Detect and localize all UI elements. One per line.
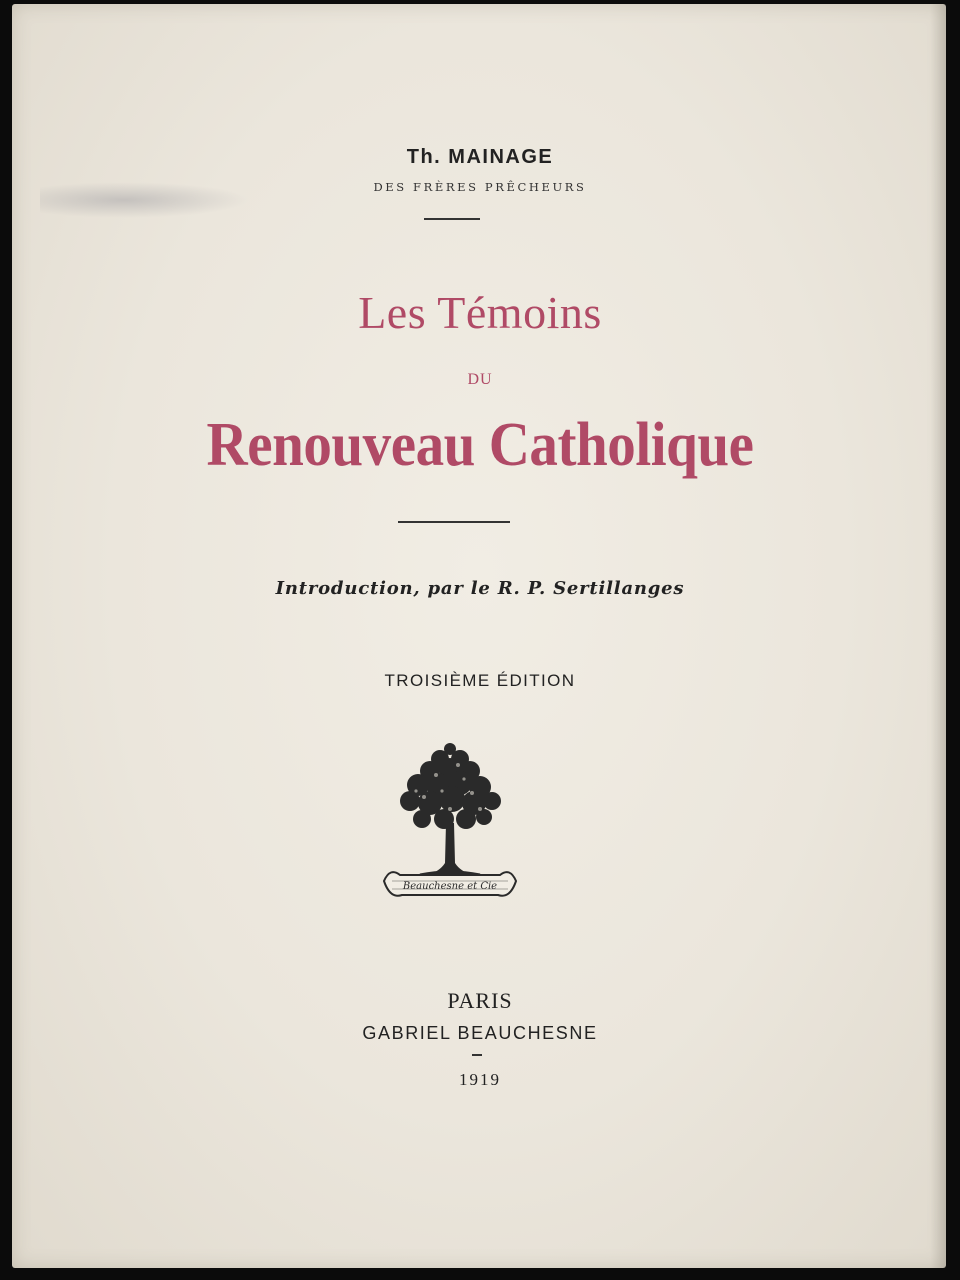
publisher-city: PARIS [447, 988, 513, 1013]
author-name: Th. MAINAGE [406, 146, 554, 168]
tree-emblem-icon [380, 735, 520, 907]
publisher-name: GABRIEL BEAUCHESNE [362, 1023, 598, 1043]
publisher-dash [472, 1054, 482, 1056]
author-order: DES FRÈRES PRÊCHEURS [373, 180, 587, 194]
introduction-credit: Introduction, par le R. P. Sertillanges [275, 578, 685, 599]
publication-year: 1919 [459, 1070, 501, 1089]
edition-label: TROISIÈME ÉDITION [384, 671, 576, 690]
top-divider [424, 218, 480, 220]
title-line-2: Renouveau Catholique [206, 411, 754, 479]
emblem-ribbon-text: Beauchesne et Cie [402, 881, 498, 892]
title-divider [398, 521, 510, 523]
title-line-1: Les Témoins [358, 287, 602, 338]
title-connector: DU [467, 371, 493, 388]
